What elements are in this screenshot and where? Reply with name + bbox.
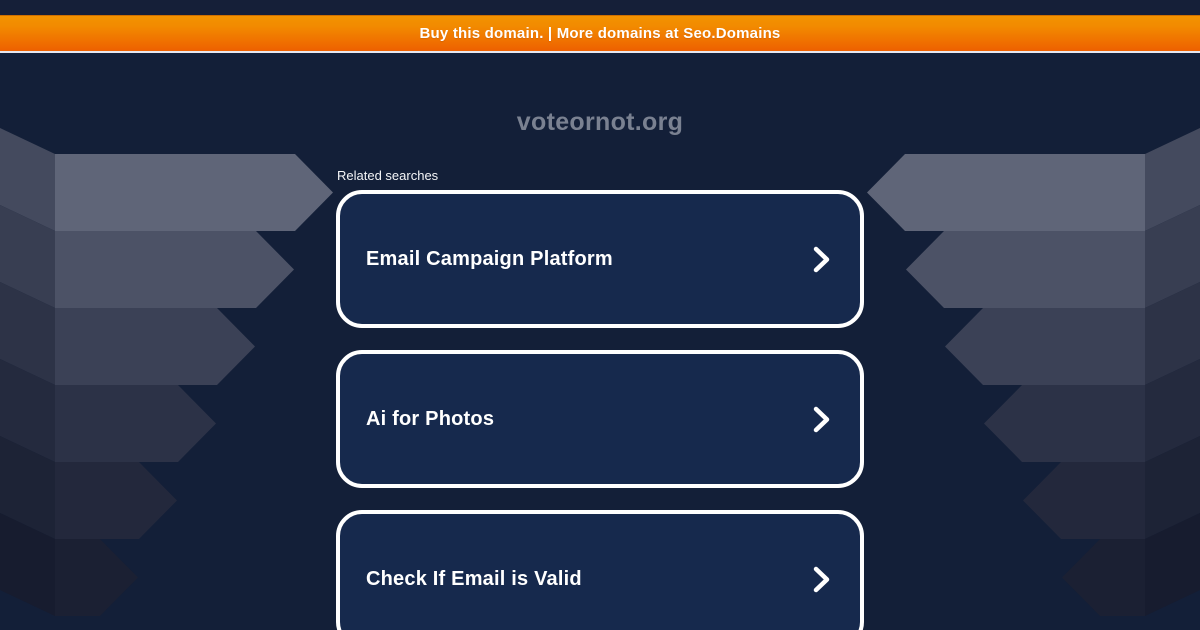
buy-domain-banner[interactable]: [0, 15, 1200, 51]
banner-divider: [0, 51, 1200, 53]
related-search-card[interactable]: [336, 190, 864, 328]
chevron-right-icon: [813, 246, 830, 273]
related-search-card[interactable]: [336, 350, 864, 488]
related-search-card-label: Email Campaign Platform: [366, 247, 613, 270]
related-searches-label: Related searches: [337, 168, 439, 183]
related-search-card[interactable]: [336, 510, 864, 630]
related-searches-section: [336, 168, 864, 630]
buy-domain-banner-text: Buy this domain. | More domains at Seo.Domains: [419, 25, 781, 42]
top-strip: [0, 0, 1200, 15]
chevron-right-icon: [813, 566, 830, 593]
domain-title: voteornot.org: [516, 108, 684, 136]
related-search-card-label: Check If Email is Valid: [366, 567, 582, 590]
main-content: [0, 108, 1200, 630]
chevron-right-icon: [813, 406, 830, 433]
related-search-card-label: Ai for Photos: [366, 407, 495, 430]
